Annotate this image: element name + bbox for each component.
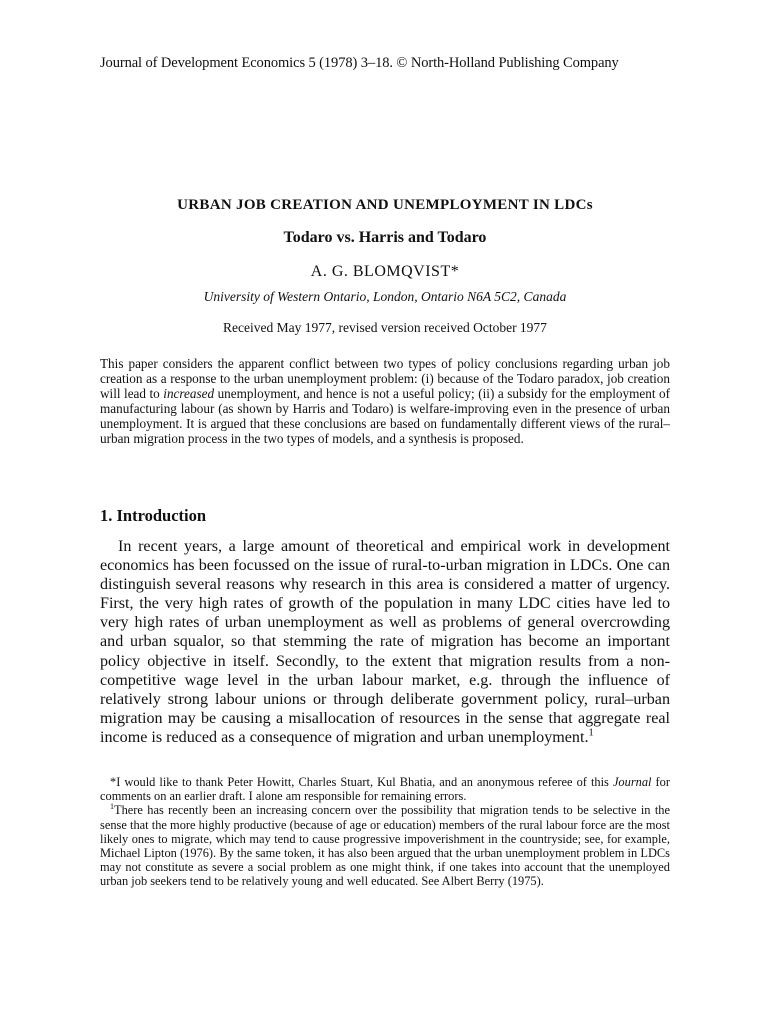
footnotes [100,775,670,889]
abstract [100,356,670,447]
received-dates: Received May 1977, revised version received October 1977 [223,320,547,335]
abstract-emphasis: increased [163,386,215,402]
abstract-part2: unemployment, and hence is not a useful policy; (ii) a subsidy for the employment of manufacturing labour (as shown by Harris and Todaro) is welfare-improving even in the presence of urban unemployment. It is argued that these conclusions are based on fundamentally different views of the rural–urban migration process in the two types of models, and a synthesis is proposed. [100,386,670,447]
section-heading-introduction: 1. Introduction [100,506,207,525]
footnote-ref-1[interactable]: 1 [588,727,594,739]
footnote-star-emphasis: Journal [612,775,652,789]
footnote-star-text-b: for comments on an earlier draft. I alone am responsible for remaining errors. [100,775,670,804]
footnote-1-text: There has recently been an increasing concern over the possibility that migration tends to be selective in the sense that the more highly productive (because of age or education) members of the rural labour force are the most likely ones to migrate, which may tend to cause progressive impoverishment in the countryside; see, for example, Michael Lipton (1976). By the same token, it has also been argued that the urban unemployment problem in LDCs may not constitute as severe a social problem as one might think, if one takes into account that the unemployed urban job seekers tend to be relatively young and well educated. See Albert Berry (1975). [100,803,670,889]
footnote-acknowledgement [100,775,670,803]
footnote-star-text-a: *I would like to thank Peter Howitt, Charles Stuart, Kul Bhatia, and an anonymous referee of this [110,775,613,789]
abstract-part1: This paper considers the apparent conflict between two types of policy conclusions regarding urban job creation as a response to the urban unemployment problem: (i) because of the Todaro paradox, job creation will lead to [100,356,670,402]
article-subtitle: Todaro vs. Harris and Todaro [283,229,487,246]
paragraph-text: In recent years, a large amount of theoretical and empirical work in development economics has been focussed on the issue of rural-to-urban migration in LDCs. One can distinguish several reasons why research in this area is considered a matter of urgency. First, the very high rates of growth of the population in many LDC cities have led to very high rates of urban unemployment as well as problems of general overcrowding and urban squalor, so that stemming the rate of migration has become an important policy objective in itself. Secondly, to the extent that migration results from a non-competitive wage level in the urban labour market, e.g. through the influence of relatively strong labour unions or through deliberate government policy, rural–urban migration may be causing a misallocation of resources in the sense that aggregate real income is reduced as a consequence of migration and urban unemployment. [100,538,670,746]
footnote-1 [100,803,670,888]
author-affiliation: University of Western Ontario, London, Ontario N6A 5C2, Canada [203,289,567,304]
article-title: URBAN JOB CREATION AND UNEMPLOYMENT IN LDCs [177,197,593,213]
author-name: A. G. BLOMQVIST* [310,263,460,280]
abstract-text [100,356,670,447]
footnote-1-marker: 1 [110,802,115,812]
introduction-body [100,537,670,747]
introduction-paragraph [100,537,670,747]
journal-citation-header: Journal of Development Economics 5 (1978) 3–18. © North-Holland Publishing Company [100,55,619,71]
